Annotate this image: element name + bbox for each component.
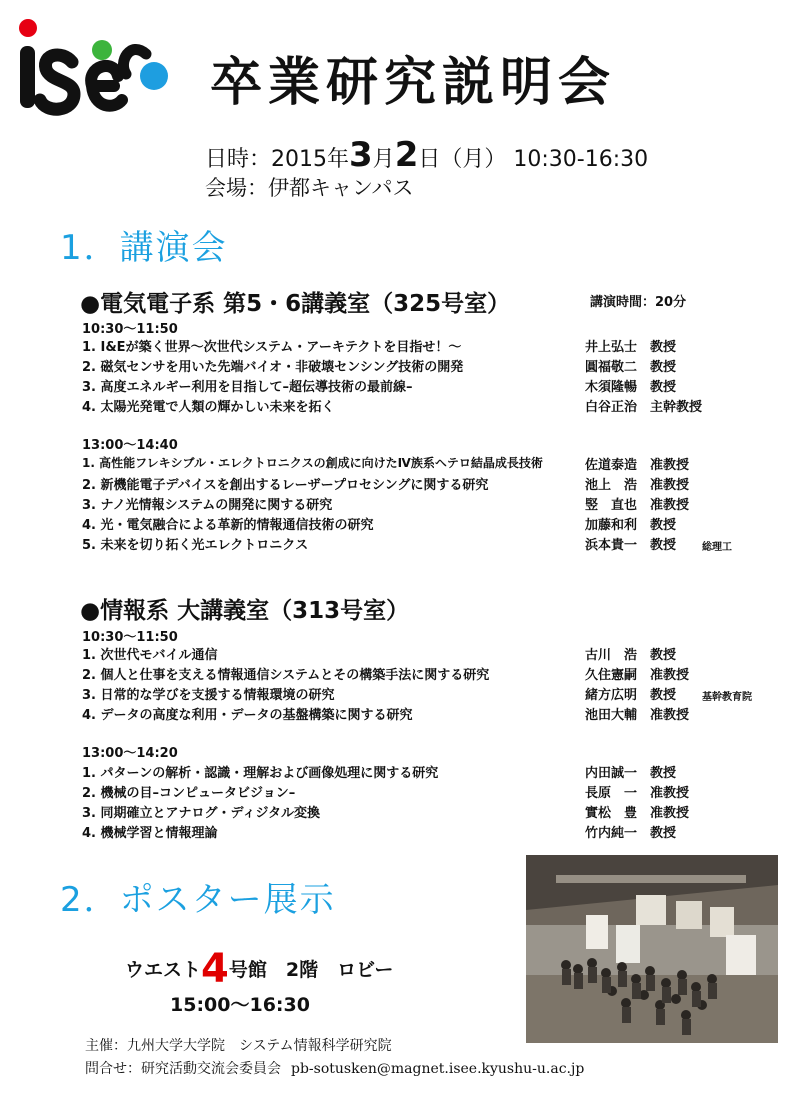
contact-email[interactable]: pb-sotusken@magnet.isee.kyushu-u.ac.jp bbox=[291, 1061, 585, 1077]
list-item: 1. I&Eが築く世界～次世代システム・アーキテクトを目指せ！～ 井上弘士 教授 bbox=[82, 340, 677, 355]
ee-pm-list bbox=[82, 452, 782, 552]
contact-label: 問合せ：研究活動交流会委員会 bbox=[85, 1061, 281, 1077]
list-item: 4. 機械学習と情報理論 竹内純一 教授 bbox=[82, 826, 677, 841]
organizer: 主催：九州大学大学院 システム情報科学研究院 bbox=[85, 1038, 392, 1054]
logo-i-stem bbox=[20, 46, 35, 108]
list-item: 2. 個人と仕事を支える情報通信システムとその構築手法に関する研究 久住憲嗣 准教授 bbox=[82, 668, 690, 683]
list-item: 3. ナノ光情報システムの開発に関する研究 竪 直也 准教授 bbox=[82, 498, 690, 513]
section-lectures-heading: 1．講演会 bbox=[60, 228, 228, 268]
logo-green-dot bbox=[92, 40, 112, 60]
info-pm-list bbox=[82, 760, 782, 840]
page-title: 卒業研究説明会 bbox=[210, 52, 617, 113]
list-item: 4. 光・電気融合による革新的情報通信技術の研究 加藤和利 教授 bbox=[82, 518, 677, 533]
list-item: 3. 高度エネルギー利用を目指して–超伝導技術の最前線– 木須隆暢 教授 bbox=[82, 380, 677, 395]
list-item: 4. データの高度な利用・データの基盤構築に関する研究 池田大輔 准教授 bbox=[82, 708, 690, 723]
isee-logo bbox=[14, 14, 174, 124]
info-lecture-heading: ●情報系 大講義室（313号室） bbox=[80, 598, 410, 624]
logo-e1 bbox=[91, 66, 122, 106]
info-am-time: 10:30～11:50 bbox=[82, 630, 178, 645]
ee-am-list bbox=[82, 334, 782, 414]
section-poster-heading: 2．ポスター展示 bbox=[60, 880, 336, 920]
list-item: 1. パターンの解析・認識・理解および画像処理に関する研究 内田誠一 教授 bbox=[82, 766, 677, 781]
event-venue: 会場：伊都キャンパス bbox=[205, 176, 414, 200]
info-pm-time: 13:00～14:20 bbox=[82, 746, 178, 761]
lecture-duration: 講演時間：20分 bbox=[590, 295, 687, 310]
logo-blue-dot bbox=[140, 62, 168, 90]
list-item: 2. 磁気センサを用いた先端バイオ・非破壊センシング技術の開発 圓福敬二 教授 bbox=[82, 360, 677, 375]
contact bbox=[85, 1058, 584, 1078]
list-item: 5. 未来を切り拓く光エレクトロニクス 浜本貴一 教授 総理工 bbox=[82, 538, 732, 553]
list-item: 3. 同期確立とアナログ・ディジタル変換 實松 豊 准教授 bbox=[82, 806, 690, 821]
list-item: 1. 次世代モバイル通信 古川 浩 教授 bbox=[82, 648, 677, 663]
poster-time: 15:00～16:30 bbox=[170, 994, 310, 1016]
info-am-list bbox=[82, 642, 782, 722]
event-date: 日時：2015年3月2日（月） 10:30-16:30 bbox=[205, 135, 649, 175]
ee-pm-time: 13:00～14:40 bbox=[82, 438, 178, 453]
list-item: 1. 高性能フレキシブル・エレクトロニクスの創成に向けたⅣ族系ヘテロ結晶成長技術 佐道泰造 准教授 bbox=[82, 456, 690, 473]
ee-lecture-heading: ●電気電子系 第5・6講義室（325号室） bbox=[80, 291, 511, 317]
ee-am-time: 10:30～11:50 bbox=[82, 322, 178, 337]
list-item: 2. 新機能電子デバイスを創出するレーザープロセシングに関する研究 池上 浩 准教授 bbox=[82, 478, 690, 493]
list-item: 3. 日常的な学びを支援する情報環境の研究 緒方広明 教授 基幹教育院 bbox=[82, 688, 752, 703]
list-item: 4. 太陽光発電で人類の輝かしい未来を拓く 白谷正治 主幹教授 bbox=[82, 400, 703, 415]
list-item: 2. 機械の目–コンピュータビジョン– 長原 一 准教授 bbox=[82, 786, 690, 801]
logo-s bbox=[40, 55, 74, 109]
poster-location: ウエスト4号館 2階 ロビー bbox=[125, 946, 394, 992]
poster-session-photo bbox=[526, 855, 778, 1043]
logo-red-dot bbox=[19, 19, 37, 37]
